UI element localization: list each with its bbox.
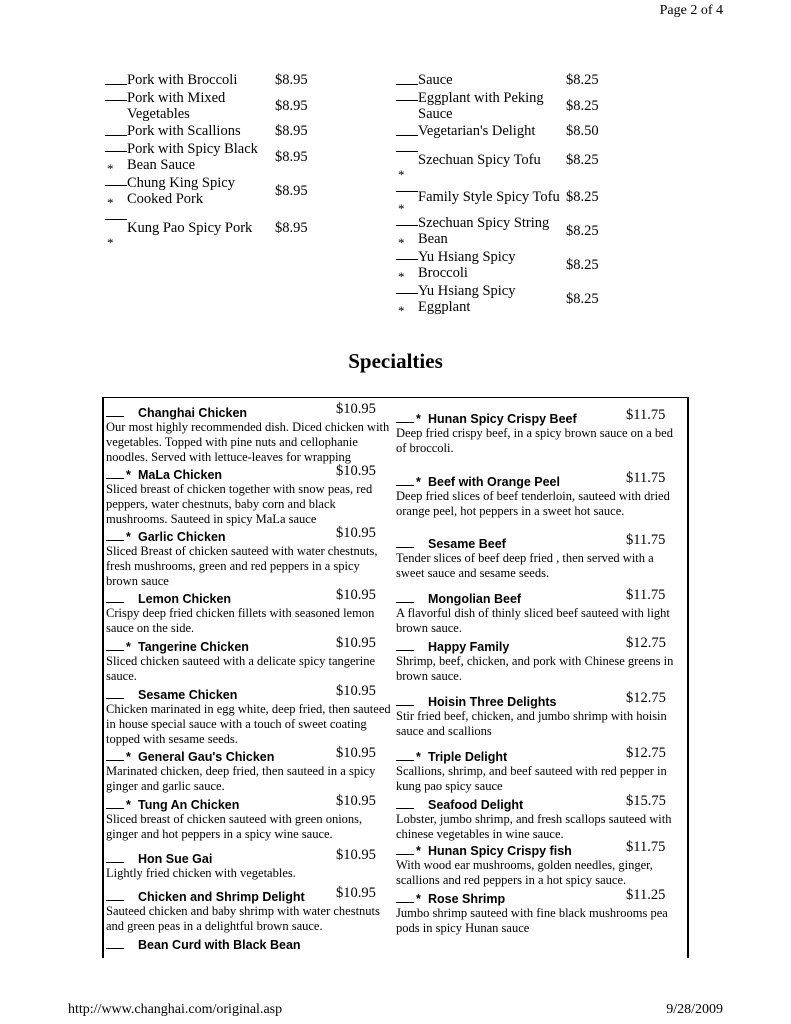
specialty-price: $12.75 bbox=[626, 690, 666, 706]
specialty-header bbox=[106, 463, 392, 482]
menu-row bbox=[105, 140, 365, 174]
specialty-description: Jumbo shrimp sauteed with fine black mushrooms pea pods in spicy Hunan sauce bbox=[396, 906, 668, 935]
specialty-header bbox=[106, 745, 392, 764]
specialty-description: Sauteed chicken and baby shrimp with water chestnuts and green peas in a delightful brown sauce. bbox=[106, 904, 380, 933]
item-name: Pork with Mixed Vegetables bbox=[127, 89, 226, 122]
row-marker bbox=[396, 89, 418, 123]
specialty-name: Lemon Chicken bbox=[138, 592, 232, 606]
specialty-description: Marinated chicken, deep fried, then sauteed in a spicy ginger and garlic sauce. bbox=[106, 764, 376, 793]
specialty-name: Garlic Chicken bbox=[138, 530, 226, 544]
specialty-item bbox=[106, 525, 392, 589]
row-marker bbox=[105, 72, 127, 89]
specialty-description: Stir fried beef, chicken, and jumbo shrimp with hoisin sauce and scallions bbox=[396, 709, 667, 738]
specialty-name: Changhai Chicken bbox=[138, 406, 248, 420]
specialty-price: $15.75 bbox=[626, 793, 666, 809]
specialty-item bbox=[106, 847, 392, 881]
specialty-item bbox=[396, 690, 682, 739]
specialty-price: $10.95 bbox=[336, 683, 376, 699]
specialty-price: $10.95 bbox=[336, 587, 376, 603]
specialty-name: Hoisin Three Delights bbox=[428, 695, 557, 709]
specialty-header bbox=[396, 793, 682, 812]
specialty-header bbox=[106, 847, 392, 866]
specialty-price: $11.75 bbox=[626, 470, 666, 486]
blank-line bbox=[106, 638, 124, 651]
spicy-asterisk: * bbox=[398, 302, 405, 318]
specialty-name: Hunan Spicy Crispy Beef bbox=[428, 412, 577, 426]
item-name: Szechuan Spicy String Bean bbox=[418, 214, 550, 247]
item-price: $8.95 bbox=[275, 72, 308, 89]
menu-row bbox=[105, 72, 365, 89]
item-name: Pork with Spicy Black Bean Sauce bbox=[127, 140, 258, 173]
specialty-name: Chicken and Shrimp Delight bbox=[138, 890, 305, 904]
blank-line bbox=[396, 796, 414, 809]
specialty-description: Deep fried slices of beef tenderloin, sauteed with dried orange peel, hot peppers in a sweet hot sauce. bbox=[396, 489, 670, 518]
specialty-item bbox=[106, 683, 392, 747]
blank-line bbox=[396, 693, 414, 706]
specialty-name: Hon Sue Gai bbox=[138, 852, 213, 866]
specialty-price: $11.75 bbox=[626, 532, 666, 548]
item-name: Family Style Spicy Tofu bbox=[418, 188, 560, 205]
spicy-asterisk: * bbox=[416, 412, 421, 426]
row-marker bbox=[105, 89, 127, 123]
blank-line bbox=[105, 135, 127, 136]
specialty-item bbox=[396, 407, 682, 456]
specialty-description: Sliced breast of chicken sauteed with green onions, ginger and hot peppers in a spicy wine sauce. bbox=[106, 812, 363, 841]
item-price: $8.95 bbox=[275, 219, 308, 236]
item-price: $8.25 bbox=[566, 222, 599, 239]
specialties-title: Specialties bbox=[348, 349, 443, 373]
specialty-header bbox=[396, 532, 682, 551]
spicy-asterisk: * bbox=[126, 468, 131, 482]
specialty-price: $10.95 bbox=[336, 635, 376, 651]
specialty-name: Hunan Spicy Crispy fish bbox=[428, 844, 572, 858]
specialty-price: $10.95 bbox=[336, 745, 376, 761]
spicy-asterisk: * bbox=[107, 160, 114, 176]
blank-line bbox=[396, 473, 414, 486]
specialty-name: Happy Family bbox=[428, 640, 510, 654]
blank-line bbox=[106, 528, 124, 541]
specialty-name: MaLa Chicken bbox=[138, 468, 223, 482]
row-marker bbox=[105, 208, 127, 248]
specialty-price: $12.75 bbox=[626, 745, 666, 761]
row-marker bbox=[396, 180, 418, 214]
row-marker bbox=[396, 282, 418, 316]
spicy-asterisk: * bbox=[126, 530, 131, 544]
item-name: Sauce bbox=[418, 72, 453, 89]
blank-line bbox=[105, 100, 127, 101]
specialty-item bbox=[106, 401, 392, 465]
item-name: Pork with Scallions bbox=[127, 123, 241, 140]
specialty-header bbox=[396, 690, 682, 709]
specialty-description: A flavorful dish of thinly sliced beef sauteed with light brown sauce. bbox=[396, 606, 670, 635]
menu-row bbox=[105, 123, 365, 140]
specialty-item bbox=[396, 745, 682, 794]
item-price: $8.95 bbox=[275, 182, 308, 199]
menu-row bbox=[105, 89, 365, 123]
row-marker bbox=[396, 248, 418, 282]
row-marker bbox=[105, 140, 127, 174]
specialty-item bbox=[106, 463, 392, 527]
specialty-description: Lightly fried chicken with vegetables. bbox=[106, 866, 296, 880]
item-price: $8.25 bbox=[566, 151, 599, 168]
blank-line bbox=[396, 259, 418, 260]
specialty-description: Our most highly recommended dish. Diced chicken with vegetables. Topped with pine nuts and cellophanie noodles. Served with lettuce-leaves for wrapping bbox=[106, 420, 390, 464]
vegetable-menu-list bbox=[396, 72, 656, 316]
specialty-description: Sliced Breast of chicken sauteed with water chestnuts, fresh mushrooms, green and red peppers in a spicy brown sauce bbox=[106, 544, 378, 588]
specialty-item bbox=[106, 635, 392, 684]
blank-line bbox=[106, 466, 124, 479]
menu-row bbox=[105, 174, 365, 208]
blank-line bbox=[396, 410, 414, 423]
specialty-name: Rose Shrimp bbox=[428, 892, 506, 906]
blank-line bbox=[396, 151, 418, 152]
blank-line bbox=[396, 84, 418, 85]
specialty-description: Chicken marinated in egg white, deep fried, then sauteed in house special sauce with a touch of sweet coating topped with sesame seeds. bbox=[106, 702, 391, 746]
row-marker bbox=[396, 123, 418, 140]
row-marker bbox=[396, 140, 418, 180]
menu-row bbox=[105, 208, 365, 248]
spicy-asterisk: * bbox=[107, 194, 114, 210]
specialty-header bbox=[396, 470, 682, 489]
spicy-asterisk: * bbox=[398, 166, 405, 182]
specialty-description: Shrimp, beef, chicken, and pork with Chinese greens in brown sauce. bbox=[396, 654, 674, 683]
specialty-header bbox=[106, 635, 392, 654]
blank-line bbox=[396, 590, 414, 603]
specialty-item bbox=[106, 793, 392, 842]
specialty-description: Sliced breast of chicken together with snow peas, red peppers, water chestnuts, baby corn and black mushrooms. Sauteed in spicy MaLa sauce bbox=[106, 482, 373, 526]
item-price: $8.95 bbox=[275, 148, 308, 165]
blank-line bbox=[396, 842, 414, 855]
item-price: $8.25 bbox=[566, 97, 599, 114]
specialty-header bbox=[106, 587, 392, 606]
spicy-asterisk: * bbox=[398, 234, 405, 250]
specialty-item bbox=[396, 793, 682, 842]
specialty-name: Seafood Delight bbox=[428, 798, 524, 812]
specialty-description: Deep fried crispy beef, in a spicy brown sauce on a bed of broccoli. bbox=[396, 426, 673, 455]
specialty-description: Crispy deep fried chicken fillets with seasoned lemon sauce on the side. bbox=[106, 606, 375, 635]
page-number: Page 2 of 4 bbox=[659, 3, 723, 18]
specialty-item bbox=[396, 635, 682, 684]
blank-line bbox=[106, 796, 124, 809]
menu-row bbox=[396, 282, 656, 316]
specialty-item bbox=[396, 839, 682, 888]
menu-row bbox=[396, 214, 656, 248]
specialty-header bbox=[396, 887, 682, 906]
row-marker bbox=[396, 214, 418, 248]
footer-date: 9/28/2009 bbox=[666, 1002, 723, 1017]
item-name: Kung Pao Spicy Pork bbox=[127, 219, 253, 236]
specialty-item bbox=[106, 587, 392, 636]
menu-row bbox=[396, 140, 656, 180]
item-name: Szechuan Spicy Tofu bbox=[418, 151, 541, 168]
specialty-price: $11.25 bbox=[626, 887, 666, 903]
menu-row bbox=[396, 72, 656, 89]
item-name: Yu Hsiang Spicy Broccoli bbox=[418, 248, 516, 281]
item-name: Vegetarian's Delight bbox=[418, 123, 536, 140]
specialty-price: $10.95 bbox=[336, 401, 376, 417]
item-price: $8.25 bbox=[566, 290, 599, 307]
blank-line bbox=[106, 404, 124, 417]
specialty-item bbox=[396, 887, 682, 936]
specialty-name: Triple Delight bbox=[428, 750, 508, 764]
footer-url: http://www.changhai.com/original.asp bbox=[68, 1002, 283, 1017]
specialty-header bbox=[396, 839, 682, 858]
specialty-name: Sesame Chicken bbox=[138, 688, 238, 702]
blank-line bbox=[106, 748, 124, 761]
specialty-item bbox=[106, 885, 392, 934]
specialty-item bbox=[396, 587, 682, 636]
blank-line bbox=[396, 191, 418, 192]
spicy-asterisk: * bbox=[398, 200, 405, 216]
specialty-item bbox=[106, 745, 392, 794]
blank-line bbox=[396, 135, 418, 136]
blank-line bbox=[105, 151, 127, 152]
specialty-header bbox=[106, 936, 392, 952]
item-name: Yu Hsiang Spicy Eggplant bbox=[418, 282, 516, 315]
specialty-header bbox=[396, 745, 682, 764]
blank-line bbox=[105, 84, 127, 85]
spicy-asterisk: * bbox=[416, 844, 421, 858]
spicy-asterisk: * bbox=[126, 798, 131, 812]
specialty-item bbox=[396, 532, 682, 581]
blank-line bbox=[105, 219, 127, 220]
spicy-asterisk: * bbox=[416, 892, 421, 906]
specialty-header bbox=[396, 407, 682, 426]
specialty-price: $10.95 bbox=[336, 885, 376, 901]
specialty-header bbox=[396, 635, 682, 654]
item-price: $8.95 bbox=[275, 123, 308, 140]
row-marker bbox=[105, 174, 127, 208]
specialty-price: $10.95 bbox=[336, 793, 376, 809]
blank-line bbox=[396, 225, 418, 226]
item-name: Eggplant with Peking Sauce bbox=[418, 89, 544, 122]
specialty-name: General Gau's Chicken bbox=[138, 750, 275, 764]
item-name: Pork with Broccoli bbox=[127, 72, 238, 89]
blank-line bbox=[396, 100, 418, 101]
specialty-name: Sesame Beef bbox=[428, 537, 506, 551]
specialty-header bbox=[396, 587, 682, 606]
row-marker bbox=[396, 72, 418, 89]
spicy-asterisk: * bbox=[107, 234, 114, 250]
blank-line bbox=[106, 936, 124, 949]
specialty-name: Beef with Orange Peel bbox=[428, 475, 560, 489]
specialty-header bbox=[106, 793, 392, 812]
specialty-name: Tung An Chicken bbox=[138, 798, 240, 812]
pork-menu-list bbox=[105, 72, 365, 248]
spicy-asterisk: * bbox=[126, 640, 131, 654]
blank-line bbox=[106, 850, 124, 863]
item-price: $8.25 bbox=[566, 256, 599, 273]
item-name: Chung King Spicy Cooked Pork bbox=[127, 174, 235, 207]
specialty-description: Scallions, shrimp, and beef sauteed with red pepper in kung pao spicy sauce bbox=[396, 764, 667, 793]
specialty-name: Tangerine Chicken bbox=[138, 640, 249, 654]
blank-line bbox=[396, 748, 414, 761]
row-marker bbox=[105, 123, 127, 140]
specialty-header bbox=[106, 401, 392, 420]
specialty-header bbox=[106, 525, 392, 544]
specialty-item bbox=[106, 936, 392, 952]
specialty-header bbox=[106, 683, 392, 702]
spicy-asterisk: * bbox=[416, 750, 421, 764]
specialties-box bbox=[102, 397, 689, 958]
specialty-name: Bean Curd with Black Bean bbox=[138, 938, 301, 952]
spicy-asterisk: * bbox=[398, 268, 405, 284]
item-price: $8.25 bbox=[566, 72, 599, 89]
blank-line bbox=[106, 686, 124, 699]
specialty-price: $11.75 bbox=[626, 839, 666, 855]
menu-row bbox=[396, 248, 656, 282]
specialty-price: $10.95 bbox=[336, 463, 376, 479]
blank-line bbox=[106, 590, 124, 603]
blank-line bbox=[396, 293, 418, 294]
specialty-price: $10.95 bbox=[336, 525, 376, 541]
specialty-name: Mongolian Beef bbox=[428, 592, 522, 606]
menu-row bbox=[396, 123, 656, 140]
blank-line bbox=[396, 890, 414, 903]
item-price: $8.50 bbox=[566, 123, 599, 140]
specialty-price: $10.95 bbox=[336, 847, 376, 863]
specialty-description: With wood ear mushrooms, golden needles, ginger, scallions and red peppers in a hot spicy sauce. bbox=[396, 858, 653, 887]
blank-line bbox=[106, 888, 124, 901]
blank-line bbox=[396, 535, 414, 548]
specialty-description: Lobster, jumbo shrimp, and fresh scallops sauteed with chinese vegetables in wine sauce. bbox=[396, 812, 672, 841]
spicy-asterisk: * bbox=[126, 750, 131, 764]
menu-row bbox=[396, 180, 656, 214]
spicy-asterisk: * bbox=[416, 475, 421, 489]
item-price: $8.95 bbox=[275, 97, 308, 114]
specialty-price: $11.75 bbox=[626, 407, 666, 423]
specialty-description: Sliced chicken sauteed with a delicate spicy tangerine sauce. bbox=[106, 654, 375, 683]
specialty-description: Tender slices of beef deep fried , then served with a sweet sauce and sesame seeds. bbox=[396, 551, 654, 580]
specialty-price: $11.75 bbox=[626, 587, 666, 603]
item-price: $8.25 bbox=[566, 188, 599, 205]
specialty-price: $12.75 bbox=[626, 635, 666, 651]
blank-line bbox=[105, 185, 127, 186]
menu-row bbox=[396, 89, 656, 123]
specialty-item bbox=[396, 470, 682, 519]
specialty-header bbox=[106, 885, 392, 904]
blank-line bbox=[396, 638, 414, 651]
